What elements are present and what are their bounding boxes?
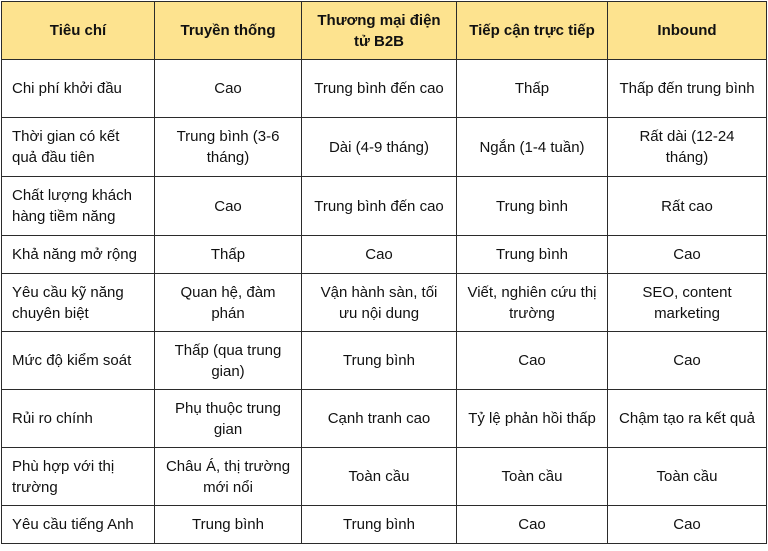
criteria-cell: Khả năng mở rộng	[2, 236, 155, 274]
criteria-cell: Mức độ kiểm soát	[2, 332, 155, 390]
table-cell: Chậm tạo ra kết quả	[608, 390, 767, 448]
table-cell: Ngắn (1-4 tuần)	[457, 118, 608, 177]
table-cell: Toàn cầu	[608, 448, 767, 506]
table-cell: Rất cao	[608, 177, 767, 236]
table-cell: Trung bình	[457, 177, 608, 236]
table-row	[2, 177, 767, 236]
header-direct-outreach: Tiếp cận trực tiếp	[457, 2, 608, 60]
table-row	[2, 236, 767, 274]
table-cell: Toàn cầu	[302, 448, 457, 506]
table-row	[2, 118, 767, 177]
table-cell: Trung bình	[302, 506, 457, 544]
criteria-cell: Thời gian có kết quả đầu tiên	[2, 118, 155, 177]
criteria-cell: Yêu cầu kỹ năng chuyên biệt	[2, 274, 155, 332]
table-cell: Cao	[302, 236, 457, 274]
table-row	[2, 60, 767, 118]
header-inbound: Inbound	[608, 2, 767, 60]
table-cell: Viết, nghiên cứu thị trường	[457, 274, 608, 332]
table-cell: Trung bình	[155, 506, 302, 544]
table-cell: Thấp (qua trung gian)	[155, 332, 302, 390]
table-cell: Trung bình (3-6 tháng)	[155, 118, 302, 177]
table-cell: Phụ thuộc trung gian	[155, 390, 302, 448]
header-traditional: Truyền thống	[155, 2, 302, 60]
table-cell: SEO, content marketing	[608, 274, 767, 332]
table-cell: Châu Á, thị trường mới nổi	[155, 448, 302, 506]
table-cell: Dài (4-9 tháng)	[302, 118, 457, 177]
table-cell: Toàn cầu	[457, 448, 608, 506]
table-cell: Trung bình	[302, 332, 457, 390]
table-cell: Cao	[457, 332, 608, 390]
header-b2b-ecommerce: Thương mại điện tử B2B	[302, 2, 457, 60]
criteria-cell: Rủi ro chính	[2, 390, 155, 448]
table-row	[2, 448, 767, 506]
table-cell: Thấp đến trung bình	[608, 60, 767, 118]
table-cell: Trung bình đến cao	[302, 60, 457, 118]
table-cell: Thấp	[457, 60, 608, 118]
table-row	[2, 506, 767, 544]
criteria-cell: Chi phí khởi đầu	[2, 60, 155, 118]
table-cell: Cao	[155, 177, 302, 236]
table-cell: Tỷ lệ phản hồi thấp	[457, 390, 608, 448]
header-row	[2, 2, 767, 60]
table-cell: Cao	[155, 60, 302, 118]
criteria-cell: Phù hợp với thị trường	[2, 448, 155, 506]
table-cell: Trung bình	[457, 236, 608, 274]
table-cell: Rất dài (12-24 tháng)	[608, 118, 767, 177]
table-row	[2, 274, 767, 332]
table-cell: Cao	[608, 506, 767, 544]
comparison-table-container	[1, 1, 767, 544]
table-cell: Vận hành sàn, tối ưu nội dung	[302, 274, 457, 332]
table-cell: Thấp	[155, 236, 302, 274]
criteria-cell: Chất lượng khách hàng tiềm năng	[2, 177, 155, 236]
header-criteria: Tiêu chí	[2, 2, 155, 60]
table-cell: Cao	[608, 236, 767, 274]
table-row	[2, 332, 767, 390]
comparison-table	[1, 1, 767, 544]
table-row	[2, 390, 767, 448]
criteria-cell: Yêu cầu tiếng Anh	[2, 506, 155, 544]
table-cell: Trung bình đến cao	[302, 177, 457, 236]
table-cell: Cạnh tranh cao	[302, 390, 457, 448]
table-cell: Cao	[608, 332, 767, 390]
table-cell: Cao	[457, 506, 608, 544]
table-cell: Quan hệ, đàm phán	[155, 274, 302, 332]
